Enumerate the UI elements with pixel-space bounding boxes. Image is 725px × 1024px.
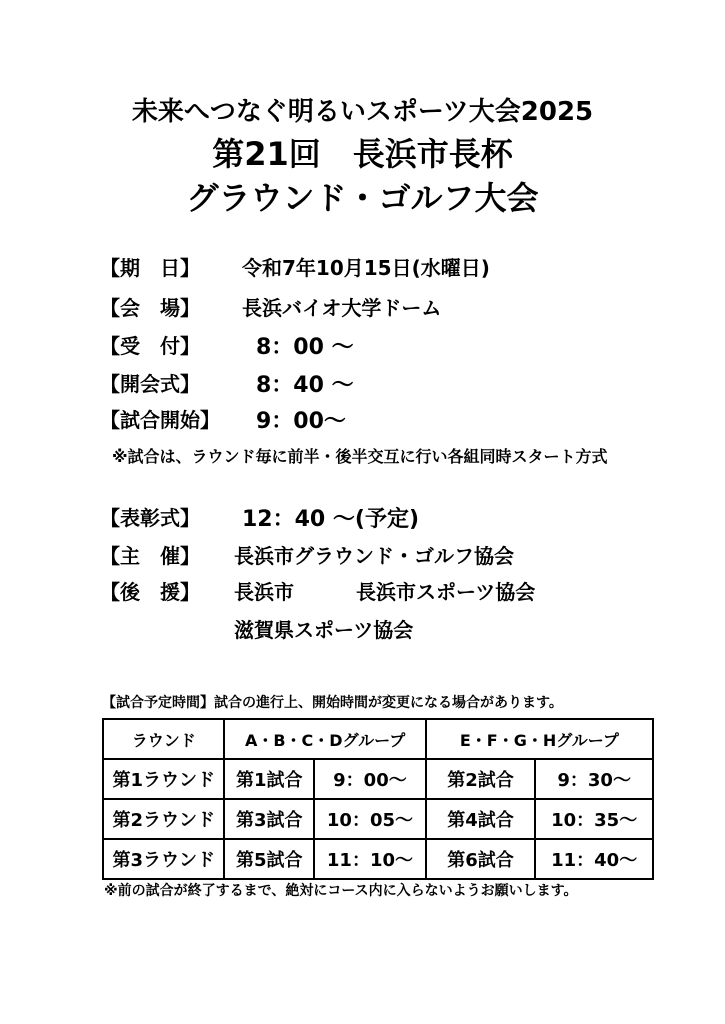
title-line-1: 未来へつなぐ明るいスポーツ大会2025	[131, 97, 594, 127]
info-label: 【主 催】	[100, 544, 200, 568]
table-cell: 第5試合	[224, 839, 314, 879]
table-cell: 9：30〜	[535, 759, 653, 799]
info-label: 【受 付】	[100, 334, 200, 358]
table-row	[103, 759, 653, 799]
event-title	[0, 92, 725, 220]
info-label: 【表彰式】	[100, 506, 200, 530]
table-cell: 第4試合	[426, 799, 536, 839]
table-cell: 第1試合	[224, 759, 314, 799]
table-header-row	[103, 719, 653, 759]
table-header: A・B・C・Dグループ	[224, 719, 425, 759]
info-label: 【会 場】	[100, 296, 200, 320]
table-cell: 10：05〜	[314, 799, 426, 839]
info-value: 12：40 〜(予定)	[242, 507, 419, 532]
title-line-2: 第21回 長浜市長杯	[212, 135, 513, 173]
table-cell: 11：10〜	[314, 839, 426, 879]
info-value: 9：00〜	[256, 409, 346, 434]
table-row	[103, 799, 653, 839]
table-cell: 第3試合	[224, 799, 314, 839]
info-label: 【後 援】	[100, 580, 200, 604]
table-cell: 第1ラウンド	[103, 759, 224, 799]
info-value: 8：40 〜	[256, 373, 354, 398]
info-value: 8：00 〜	[256, 335, 354, 360]
info-value: 滋賀県スポーツ協会	[234, 618, 414, 642]
info-value: 令和7年10月15日(水曜日)	[242, 256, 490, 280]
table-cell: 9：00〜	[314, 759, 426, 799]
info-label: 【試合開始】	[100, 408, 220, 432]
table-cell: 10：35〜	[535, 799, 653, 839]
info-label: 【開会式】	[100, 372, 200, 396]
info-value: 長浜市グラウンド・ゴルフ協会	[234, 544, 514, 568]
info-value: 長浜バイオ大学ドーム	[242, 296, 442, 320]
table-cell: 第2ラウンド	[103, 799, 224, 839]
format-note: ※試合は、ラウンド毎に前半・後半交互に行い各組同時スタート方式	[112, 447, 608, 466]
course-entry-note: ※前の試合が終了するまで、絶対にコース内に入らないようお願いします。	[104, 883, 578, 899]
info-value: 長浜市スポーツ協会	[356, 580, 536, 604]
table-cell: 第6試合	[426, 839, 536, 879]
info-label: 【期 日】	[100, 256, 200, 280]
schedule-table	[102, 718, 654, 880]
table-cell: 第3ラウンド	[103, 839, 224, 879]
table-header: E・F・G・Hグループ	[426, 719, 653, 759]
info-value: 長浜市	[234, 580, 294, 604]
table-header: ラウンド	[103, 719, 224, 759]
schedule-heading: 【試合予定時間】試合の進行上、開始時間が変更になる場合があります。	[102, 695, 563, 711]
table-cell: 第2試合	[426, 759, 536, 799]
title-line-3: グラウンド・ゴルフ大会	[186, 179, 539, 217]
table-row	[103, 839, 653, 879]
table-cell: 11：40〜	[535, 839, 653, 879]
